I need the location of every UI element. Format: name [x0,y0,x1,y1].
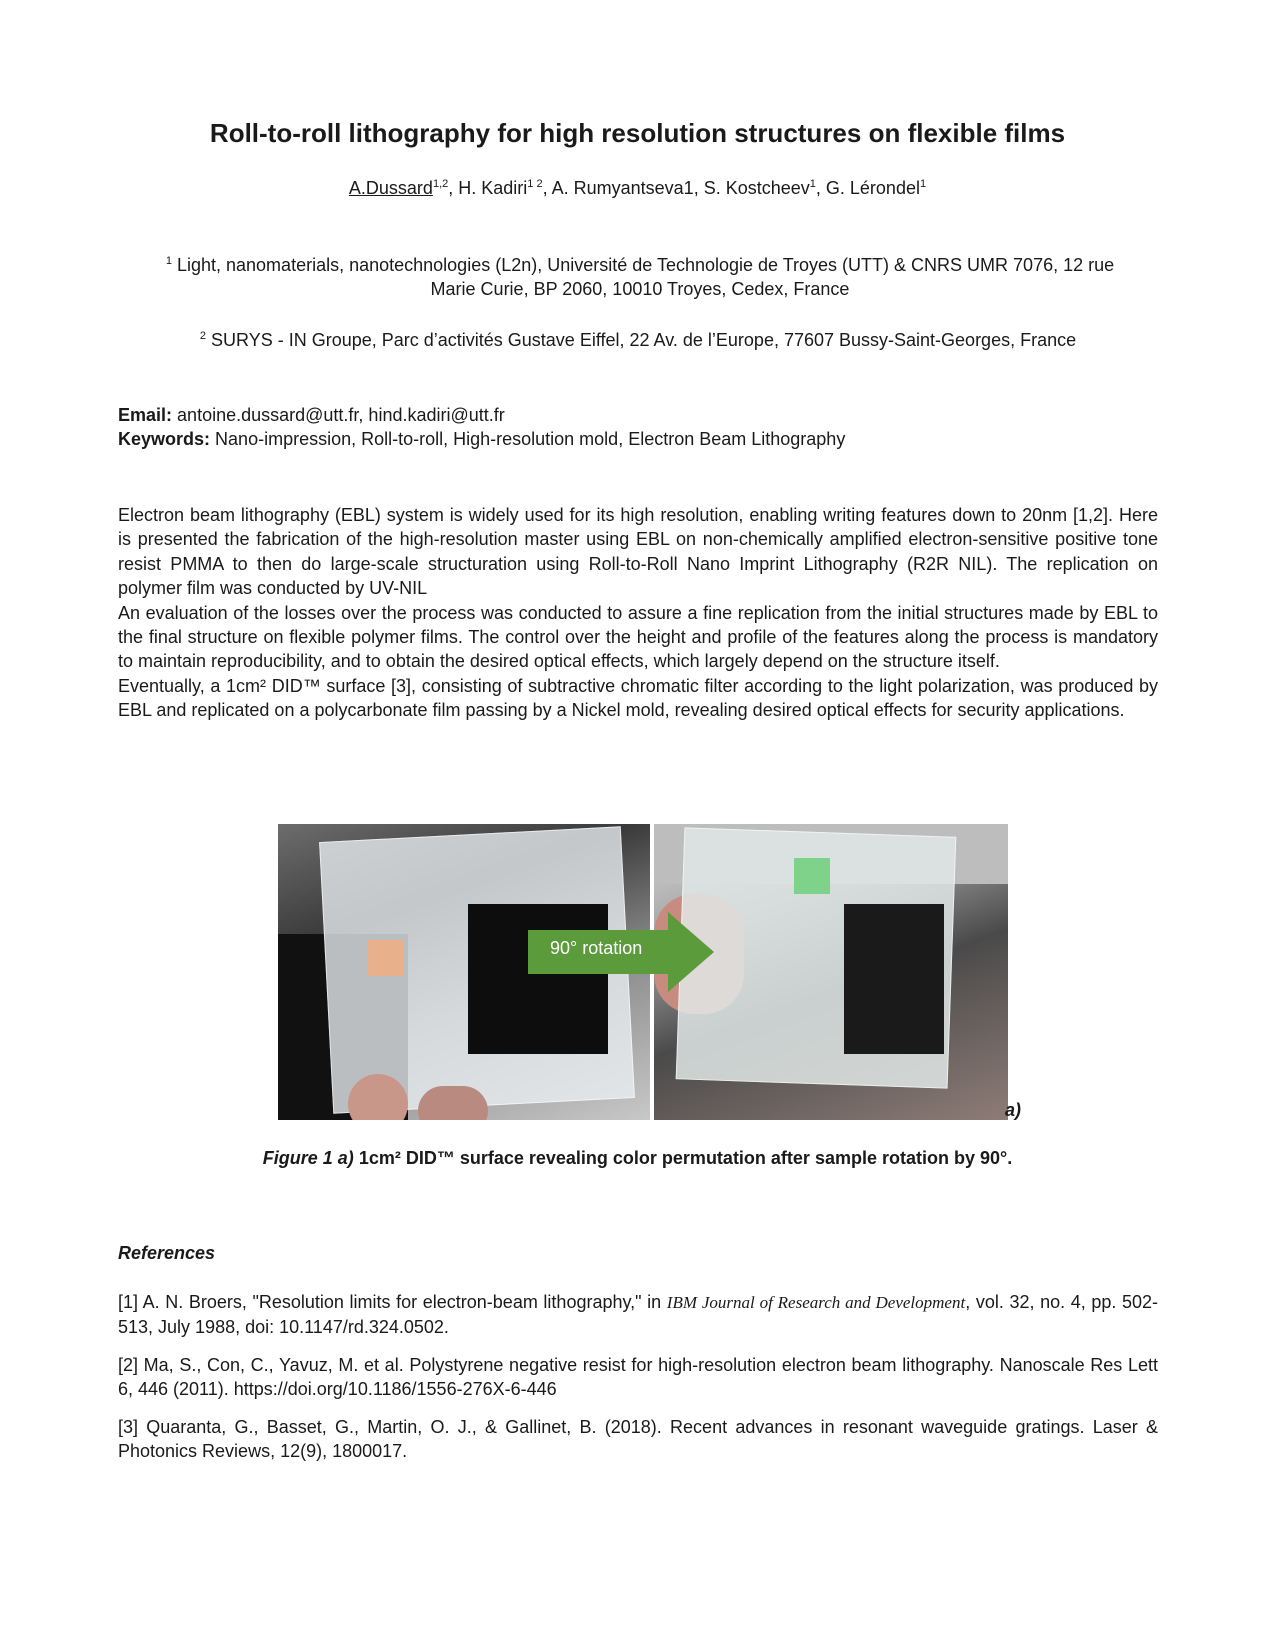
affiliation-1: $^1$ Light, nanomaterials, nanotechnologies (L2n), Université de Technologie de Troyes (UTT) & CNRS UMR 7076, 12 rue Marie Curie, BP 2060, 10010 Troyes, Cedex, France [165,255,1115,299]
author-4: S. Kostcheev$^1$, [703,178,826,198]
figure-caption: Figure 1 a) 1cm² DID™ surface revealing color permutation after sample rotation by 90°. [262,1148,1013,1168]
abstract-paragraph-2: An evaluation of the losses over the process was conducted to assure a fine replication from the initial structures made by EBL to the final structure on flexible polymer films. The control over the height and profile of the features along the process is mandatory to maintain reproducibility, and to obtain the desired optical effects, which largely depend on the structure itself. [118,602,1158,672]
paper-title: Roll-to-roll lithography for high resolution structures on flexible films [209,118,1066,148]
figure-1 [278,824,1008,1120]
keywords-line: Keywords: Nano-impression, Roll-to-roll, High-resolution mold, Electron Beam Lithography [118,429,846,449]
abstract [118,503,1158,723]
email-line: Email: antoine.dussard@utt.fr, hind.kadiri@utt.fr [118,405,505,425]
author-3: A. Rumyantseva1, [551,178,704,198]
email-addresses[interactable]: antoine.dussard@utt.fr, hind.kadiri@utt.fr [177,405,505,425]
reference-list [118,1290,1158,1476]
abstract-paragraph-3: Eventually, a 1cm² DID™ surface [3], consisting of subtractive chromatic filter according to the light polarization, was produced by EBL and replicated on a polycarbonate film passing by a Nickel mold, revealing desired optical effects for security applications. [118,675,1158,721]
reference-2: [2] Ma, S., Con, C., Yavuz, M. et al. Polystyrene negative resist for high-resolution electron beam lithography. Nanoscale Res Lett 6, 446 (2011). https://doi.org/10.1186/1556-276X-6-446 [118,1354,1158,1400]
reference-1: [1] A. N. Broers, "Resolution limits for electron-beam lithography," in IBM Journal of Research and Development, vol. 32, no. 4, pp. 502-513, July 1988, doi: 10.1147/rd.324.0502. [118,1292,1158,1338]
references-heading: References [118,1243,216,1263]
figure-panel-letter: a) [1005,1100,1022,1120]
author-2: H. Kadiri$^{1 2}$, [458,178,552,198]
affiliation-2: $^2$ SURYS - IN Groupe, Parc d’activités Gustave Eiffel, 22 Av. de l’Europe, 77607 Bussy-Saint-Georges, France [199,330,1077,350]
author-list [0,178,1275,199]
abstract-paragraph-1: Electron beam lithography (EBL) system is widely used for its high resolution, enabling writing features down to 20nm [1,2]. Here is presented the fabrication of the high-resolution master using EBL on non-chemically amplified electron-sensitive positive tone resist PMMA to then do large-scale structuration using Roll-to-Roll Nano Imprint Lithography (R2R NIL). The replication on polymer film was conducted by UV-NIL [118,505,1158,599]
reference-3: [3] Quaranta, G., Basset, G., Martin, O. J., & Gallinet, B. (2018). Recent advances in resonant waveguide gratings. Laser & Photonics Reviews, 12(9), 1800017. [118,1416,1158,1462]
author-5: G. Lérondel$^1$ [825,178,927,198]
rotation-label: 90° rotation [550,938,643,958]
author-1: A.Dussard$^{1,2}$, [348,178,459,198]
